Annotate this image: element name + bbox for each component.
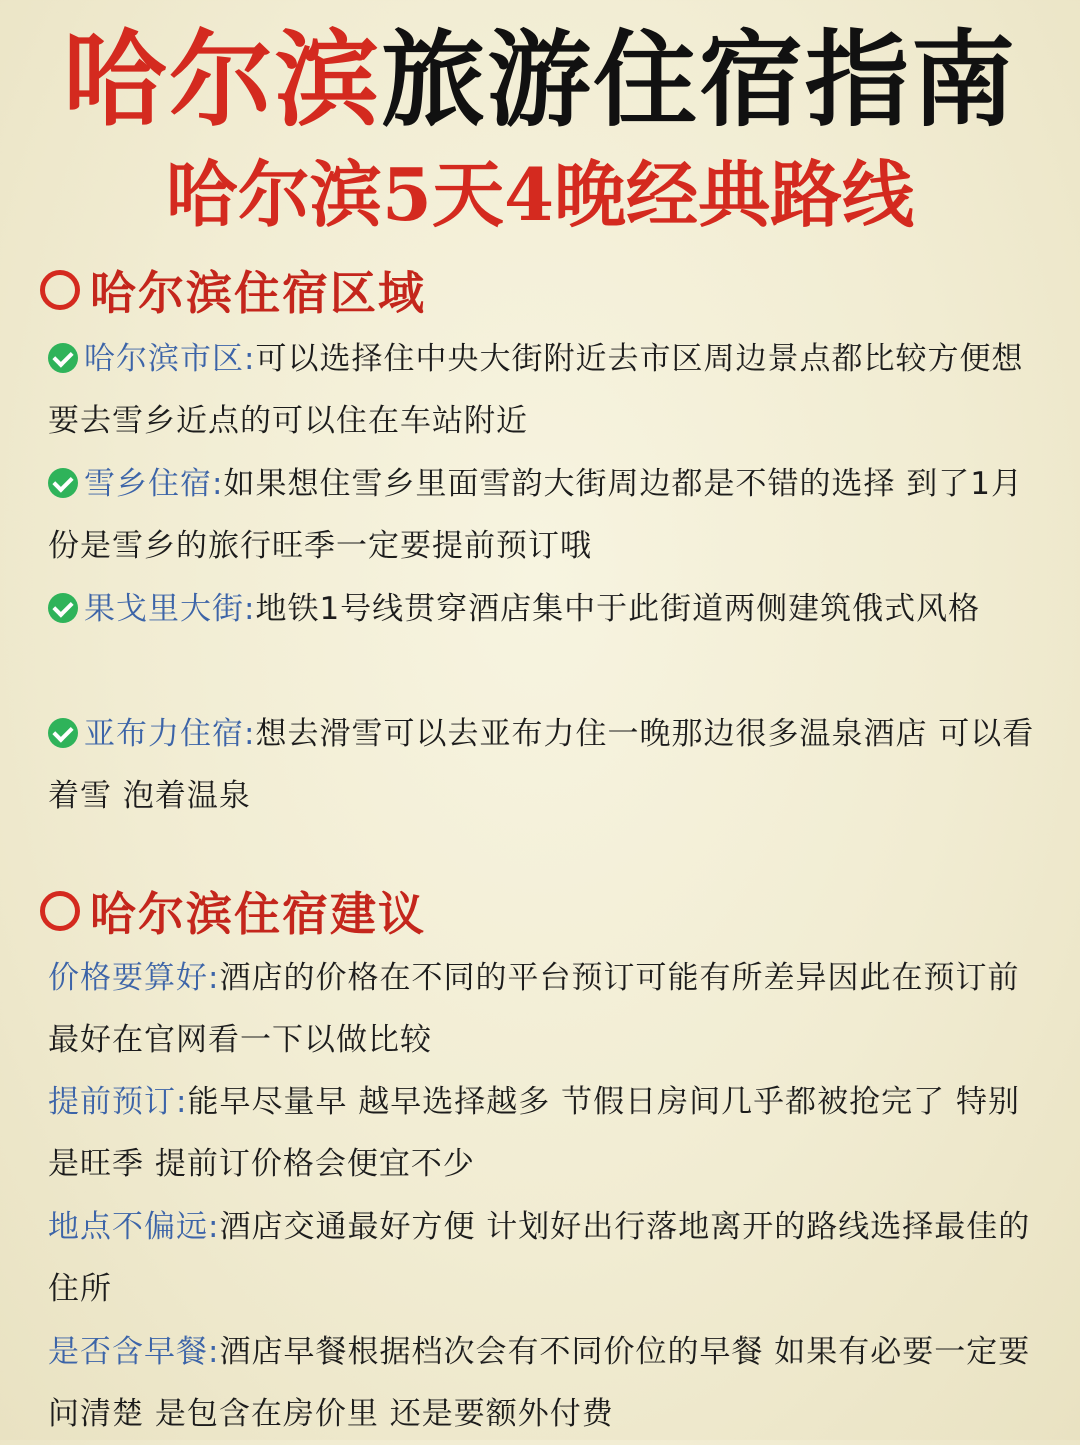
tip-item-text: 酒店早餐根据档次会有不同价位的早餐 如果有必要一定要问清楚 是包含在房价里 还是要额外付费 [48,1334,1031,1432]
area-item [48,578,1038,640]
check-icon [48,718,78,748]
area-item-text: 地铁1号线贯穿酒店集中于此街道两侧建筑俄式风格 [255,591,981,627]
area-item-text: 可以选择住中央大街附近去市区周边景点都比较方便想要去雪乡近点的可以住在车站附近 [48,341,1024,439]
main-title-red: 哈尔滨 [62,18,381,141]
area-item-label: 雪乡住宿: [84,466,224,502]
check-icon [48,468,78,498]
main-title-black: 旅游住宿指南 [381,18,1018,141]
tip-item-text: 酒店交通最好方便 计划好出行落地离开的路线选择最佳的住所 [48,1209,1031,1307]
main-title [0,20,1080,140]
tip-item [48,1321,1038,1445]
area-item-text: 想去滑雪可以去亚布力住一晚那边很多温泉酒店 可以看着雪 泡着温泉 [48,716,1035,814]
tip-item-text: 能早尽量早 越早选择越多 节假日房间几乎都被抢完了 特别是旺季 提前订价格会便宜不少 [48,1084,1021,1182]
tip-item [48,1196,1038,1320]
check-icon [48,343,78,373]
areas-heading-text: 哈尔滨住宿区域 [90,266,426,320]
circle-icon [40,891,80,931]
tips-heading-text: 哈尔滨住宿建议 [90,887,426,941]
area-item [48,453,1038,577]
tips-heading [40,876,426,946]
tip-item [48,947,1038,1071]
circle-icon [40,270,80,310]
area-item [48,328,1038,452]
areas-heading [40,255,426,325]
area-item-label: 亚布力住宿: [84,716,256,752]
tip-item-label: 是否含早餐: [48,1334,220,1370]
tip-item-label: 提前预订: [48,1084,188,1120]
area-item-label: 哈尔滨市区: [84,341,256,377]
tip-item-label: 价格要算好: [48,960,220,996]
tip-item [48,1071,1038,1195]
area-item [48,703,1038,827]
tip-item-text: 酒店的价格在不同的平台预订可能有所差异因此在预订前最好在官网看一下以做比较 [48,960,1020,1058]
area-item-text: 如果想住雪乡里面雪韵大街周边都是不错的选择 到了1月份是雪乡的旅行旺季一定要提前预订哦 [48,466,1024,564]
tip-item-label: 地点不偏远: [48,1209,220,1245]
check-icon [48,593,78,623]
area-item-label: 果戈里大街: [84,591,256,627]
subtitle: 哈尔滨5天4晚经典路线 [165,152,915,237]
